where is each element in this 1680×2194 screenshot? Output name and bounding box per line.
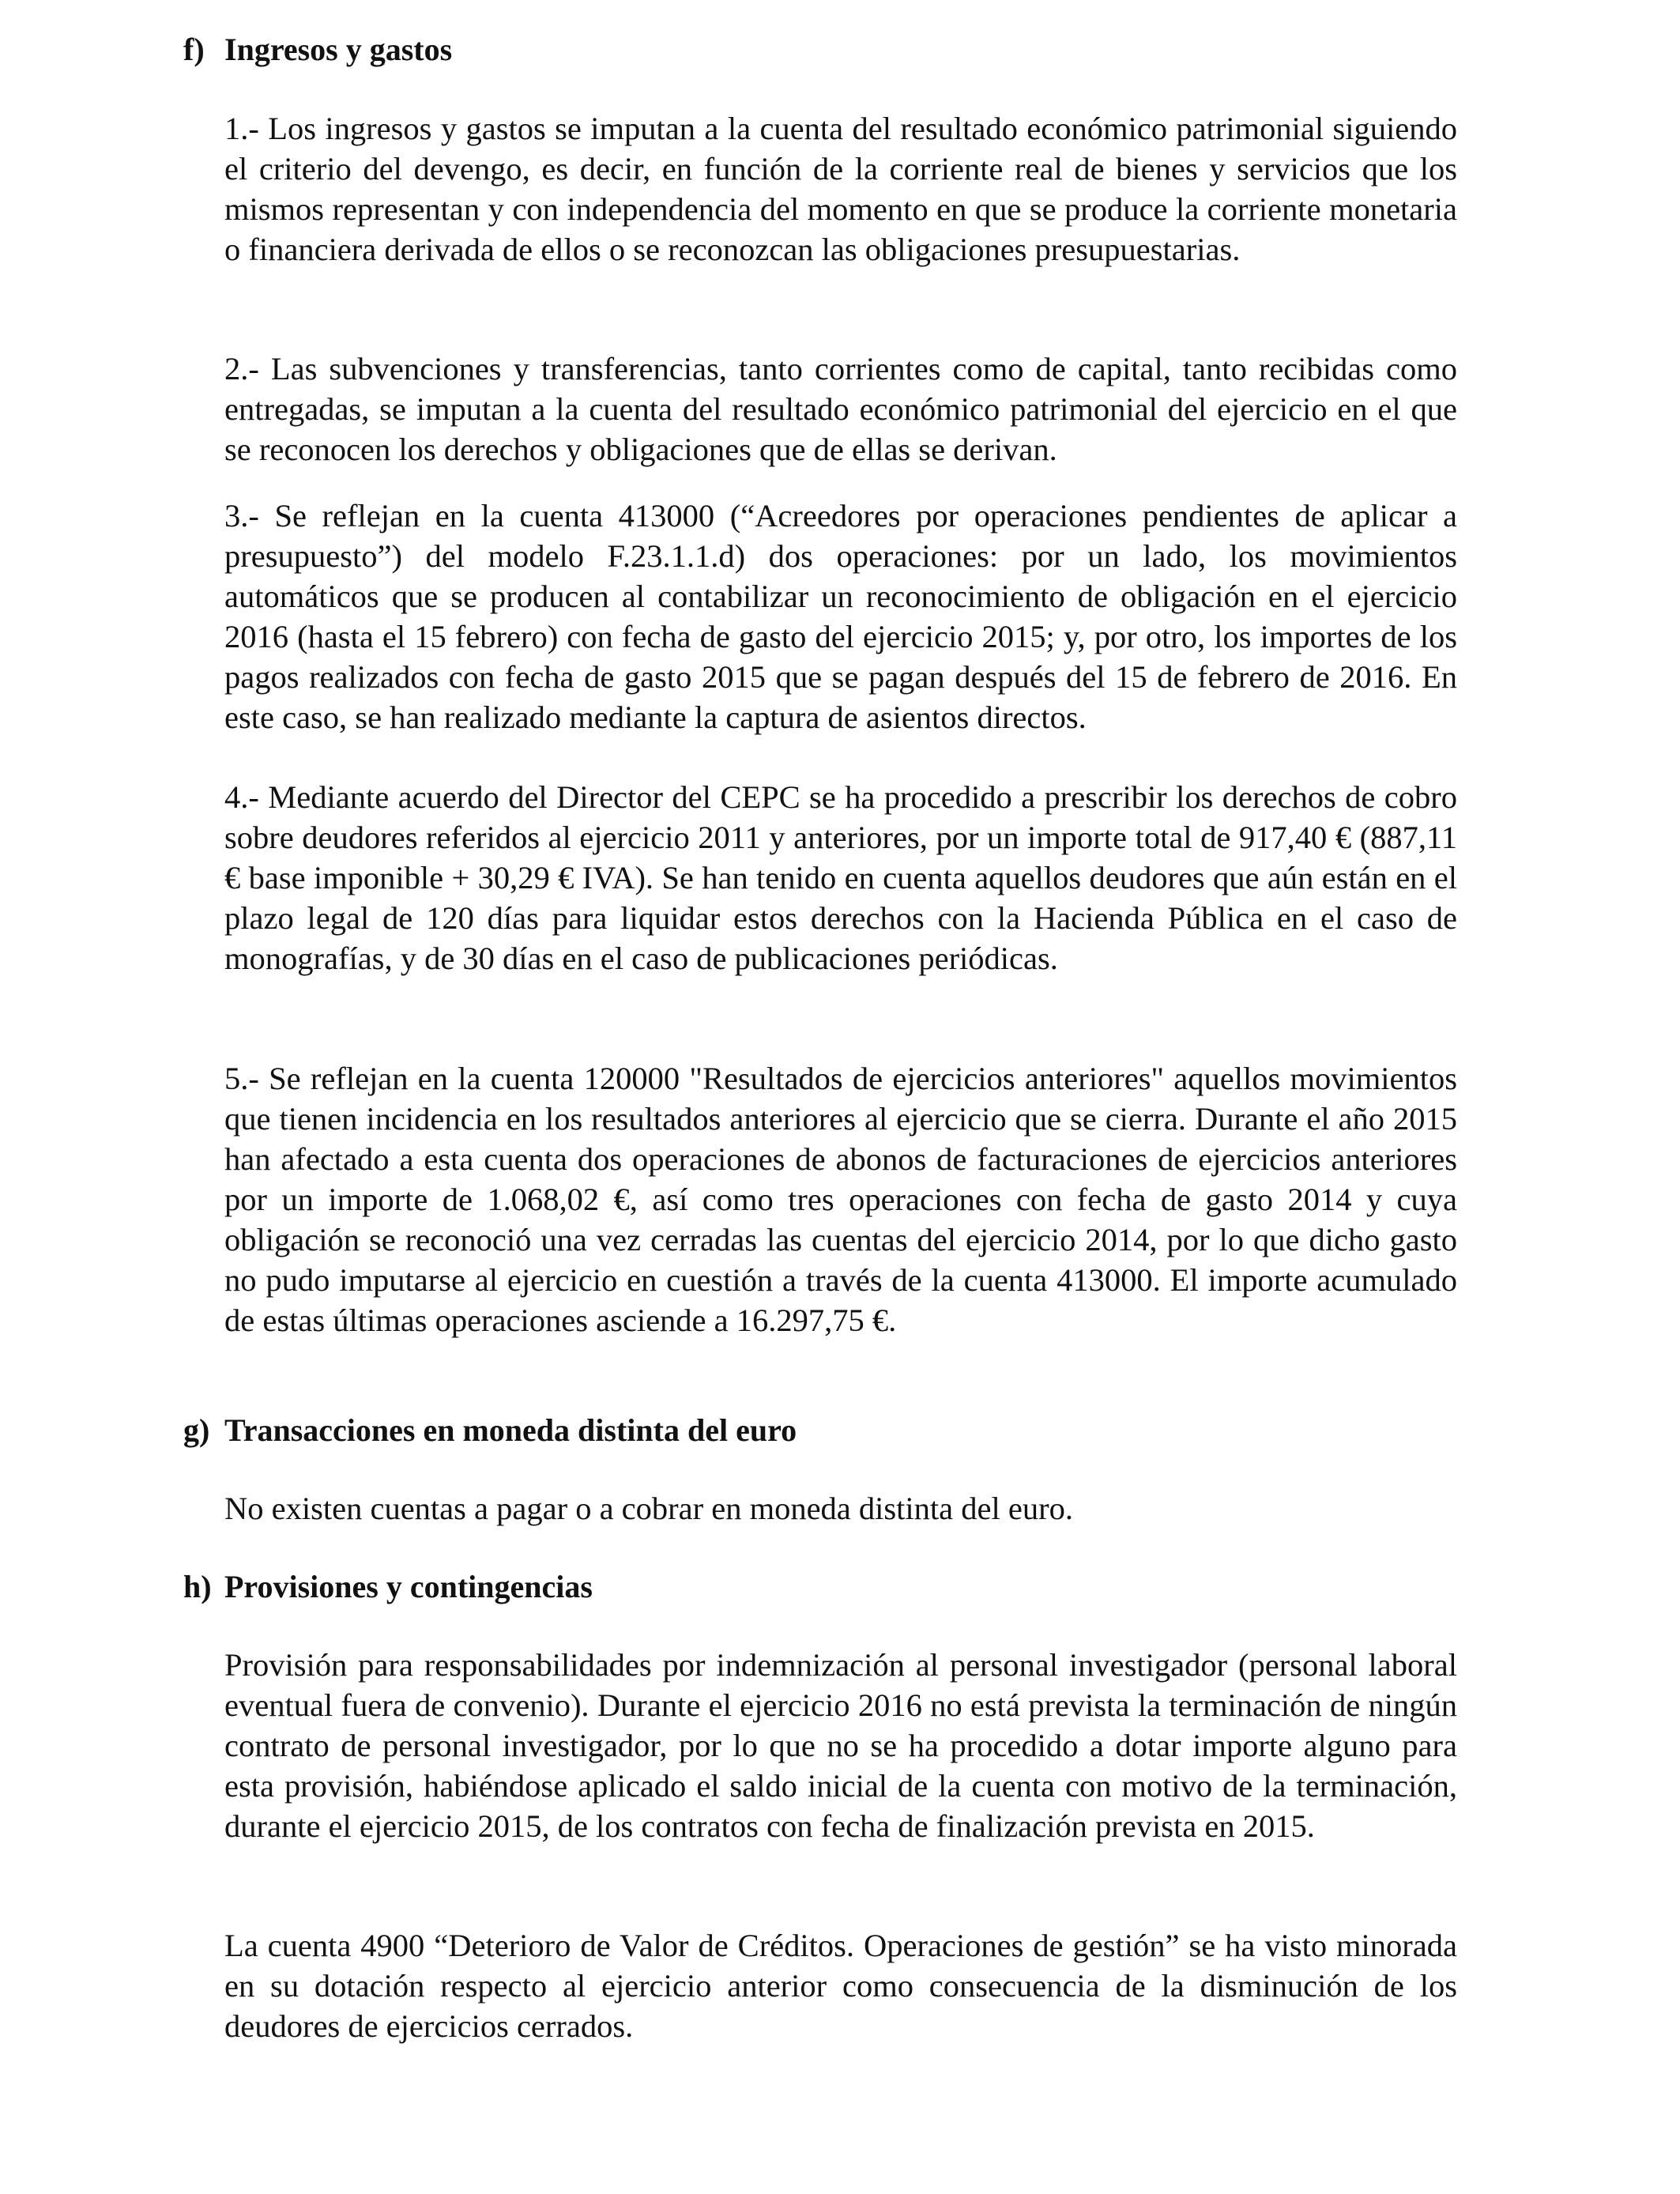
section-title: Transacciones en moneda distinta del euro bbox=[224, 1412, 797, 1448]
paragraph-f-1: 1.- Los ingresos y gastos se imputan a la cuenta del resultado económico patrimonial siguiendo el criterio del devengo, es decir, en función de la corriente real de bienes y servicios que los mismos representan y con independencia del momento en que se produce la corriente monetaria o financiera derivada de ellos o se reconozcan las obligaciones presupuestarias. bbox=[224, 111, 1457, 267]
section-heading-f bbox=[183, 30, 452, 70]
section-heading-h bbox=[183, 1567, 593, 1607]
section-letter: g) bbox=[183, 1412, 210, 1448]
section-letter: f) bbox=[183, 32, 205, 67]
paragraph-h-2: La cuenta 4900 “Deterioro de Valor de Créditos. Operaciones de gestión” se ha visto minorada en su dotación respecto al ejercicio anterior como consecuencia de la disminución de los deudores de ejercicios cerrados. bbox=[224, 1928, 1457, 2044]
paragraph-f-3: 3.- Se reflejan en la cuenta 413000 (“Acreedores por operaciones pendientes de aplicar a presupuesto”) del modelo F.23.1.1.d) dos operaciones: por un lado, los movimientos automáticos que se producen al contabilizar un reconocimiento de obligación en el ejercicio 2016 (hasta el 15 febrero) con fecha de gasto del ejercicio 2015; y, por otro, los importes de los pagos realizados con fecha de gasto 2015 que se pagan después del 15 de febrero de 2016. En este caso, se han realizado mediante la captura de asientos directos. bbox=[224, 498, 1457, 735]
paragraph-f-2: 2.- Las subvenciones y transferencias, tanto corrientes como de capital, tanto recibidas como entregadas, se imputan a la cuenta del resultado económico patrimonial del ejercicio en el que se reconocen los derechos y obligaciones que de ellas se derivan. bbox=[224, 351, 1457, 467]
section-heading-g bbox=[183, 1411, 797, 1450]
paragraph-g-1: No existen cuentas a pagar o a cobrar en moneda distinta del euro. bbox=[224, 1491, 1073, 1526]
paragraph-f-5: 5.- Se reflejan en la cuenta 120000 "Resultados de ejercicios anteriores" aquellos movimientos que tienen incidencia en los resultados anteriores al ejercicio que se cierra. Durante el año 2015 han afectado a esta cuenta dos operaciones de abonos de facturaciones de ejercicios anteriores por un importe de 1.068,02 €, así como tres operaciones con fecha de gasto 2014 y cuya obligación se reconoció una vez cerradas las cuentas del ejercicio 2014, por lo que dicho gasto no pudo imputarse al ejercicio en cuestión a través de la cuenta 413000. El importe acumulado de estas últimas operaciones asciende a 16.297,75 €. bbox=[224, 1061, 1457, 1338]
section-title: Ingresos y gastos bbox=[224, 32, 453, 67]
paragraph-f-4: 4.- Mediante acuerdo del Director del CEPC se ha procedido a prescribir los derechos de cobro sobre deudores referidos al ejercicio 2011 y anteriores, por un importe total de 917,40 € (887,11 € base imponible + 30,29 € IVA). Se han tenido en cuenta aquellos deudores que aún están en el plazo legal de 120 días para liquidar estos derechos con la Hacienda Pública en el caso de monografías, y de 30 días en el caso de publicaciones periódicas. bbox=[224, 779, 1457, 976]
section-letter: h) bbox=[183, 1569, 212, 1604]
section-title: Provisiones y contingencias bbox=[224, 1569, 593, 1604]
paragraph-h-1: Provisión para responsabilidades por indemnización al personal investigador (personal laboral eventual fuera de convenio). Durante el ejercicio 2016 no está prevista la terminación de ningún contrato de personal investigador, por lo que no se ha procedido a dotar importe alguno para esta provisión, habiéndose aplicado el saldo inicial de la cuenta con motivo de la terminación, durante el ejercicio 2015, de los contratos con fecha de finalización prevista en 2015. bbox=[224, 1647, 1457, 1844]
